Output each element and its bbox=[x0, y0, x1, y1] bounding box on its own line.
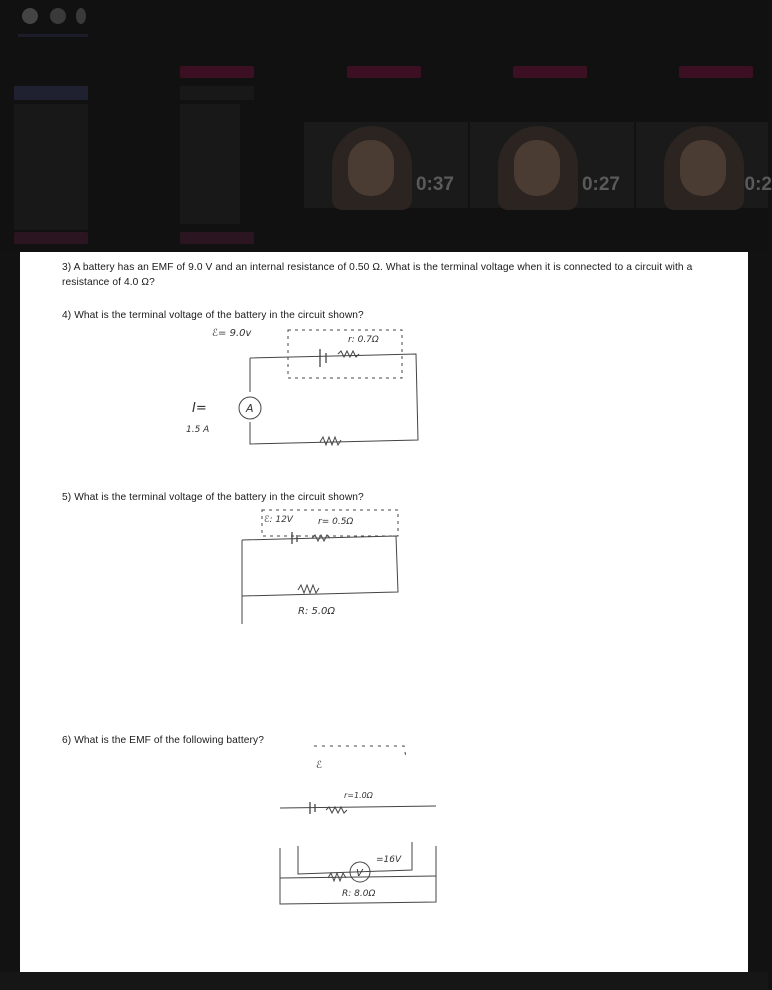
ammeter-label: A bbox=[246, 402, 254, 415]
video-tile[interactable] bbox=[636, 122, 772, 208]
call-timer: 0:2 bbox=[744, 174, 772, 195]
video-tile[interactable] bbox=[470, 122, 634, 208]
video-tile[interactable] bbox=[304, 122, 468, 208]
question-6: 6) What is the EMF of the following battery? bbox=[62, 735, 265, 746]
battery-box bbox=[314, 746, 406, 758]
voltmeter-label: V bbox=[356, 868, 363, 879]
video-call-background bbox=[0, 0, 772, 252]
join-button[interactable] bbox=[679, 66, 753, 78]
circuit-diagram-5 bbox=[220, 506, 440, 630]
mic-icon[interactable] bbox=[22, 8, 38, 24]
question-3: 3) A battery has an EMF of 9.0 V and an internal resistance of 0.50 Ω. What is the terminal voltage when it is connected to a circuit with a resistance of 4.0 Ω? bbox=[62, 262, 693, 288]
sidebar-item[interactable] bbox=[14, 86, 88, 100]
participant-face bbox=[348, 140, 394, 196]
join-button[interactable] bbox=[347, 66, 421, 78]
footer-button[interactable] bbox=[180, 232, 254, 244]
circuit-diagram-4 bbox=[170, 322, 430, 462]
circuit-wire bbox=[242, 536, 398, 596]
emf-label: ℰ bbox=[316, 760, 323, 771]
emf-label: ℰ: 12V bbox=[264, 515, 293, 525]
sidebar-panel bbox=[180, 104, 240, 224]
question-4: 4) What is the terminal voltage of the battery in the circuit shown? bbox=[62, 310, 364, 321]
emf-label: ℰ= 9.0v bbox=[212, 328, 252, 339]
join-button[interactable] bbox=[513, 66, 587, 78]
current-value: 1.5 A bbox=[186, 425, 210, 435]
internal-resistance-label: r: 0.7Ω bbox=[348, 335, 379, 345]
sidebar-item[interactable] bbox=[180, 86, 254, 100]
bottom-bar bbox=[0, 972, 768, 990]
internal-resistance-label: r=1.0Ω bbox=[344, 791, 373, 800]
sidebar-panel bbox=[14, 104, 88, 230]
resistor-icon bbox=[320, 437, 341, 445]
internal-resistor-icon bbox=[326, 807, 347, 813]
footer-button[interactable] bbox=[14, 232, 88, 244]
worksheet-page bbox=[20, 252, 748, 972]
toolbar-divider bbox=[18, 34, 88, 37]
question-5: 5) What is the terminal voltage of the battery in the circuit shown? bbox=[62, 492, 364, 503]
join-button[interactable] bbox=[180, 66, 254, 78]
voltmeter-reading: =16V bbox=[376, 855, 402, 865]
resistor-icon bbox=[298, 585, 319, 593]
camera-icon[interactable] bbox=[50, 8, 66, 24]
internal-resistance-label: r= 0.5Ω bbox=[318, 517, 354, 527]
circuit-diagram-6 bbox=[268, 736, 448, 926]
more-icon[interactable] bbox=[76, 8, 86, 24]
battery-wire bbox=[280, 806, 436, 808]
current-label: I= bbox=[192, 401, 207, 416]
call-timer: 0:27 bbox=[581, 174, 620, 195]
call-timer: 0:37 bbox=[415, 174, 454, 195]
load-resistance-label: R: 8.0Ω bbox=[342, 889, 376, 899]
load-resistance-label: R: 5.0Ω bbox=[298, 606, 336, 617]
participant-face bbox=[680, 140, 726, 196]
circuit-wire bbox=[250, 354, 418, 444]
participant-face bbox=[514, 140, 560, 196]
